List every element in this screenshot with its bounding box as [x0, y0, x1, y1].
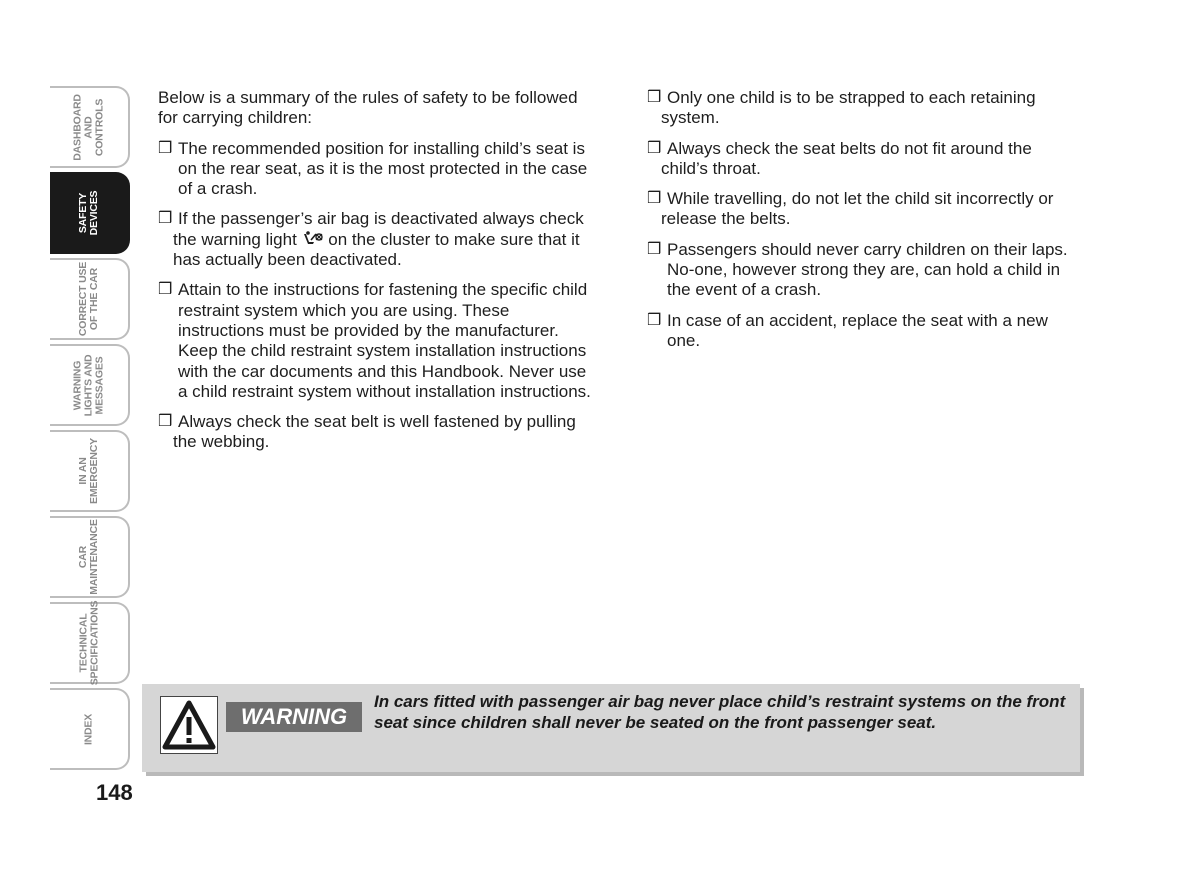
list-item [158, 139, 598, 200]
checkbox-bullet-icon: ❒ [158, 413, 173, 431]
list-item [158, 412, 598, 453]
list-item [647, 139, 1077, 180]
tab-car-maintenance[interactable] [50, 516, 130, 598]
list-item [647, 189, 1077, 230]
tab-label: WARNING LIGHTS AND MESSAGES [71, 354, 106, 416]
warning-box [142, 684, 1080, 772]
checkbox-bullet-icon: ❒ [647, 190, 662, 208]
tab-label: IN AN EMERGENCY [77, 438, 100, 504]
checkbox-bullet-icon: ❒ [647, 240, 662, 258]
list-item-text-before: If the passenger’s air bag is deactivated always check the warning light [173, 209, 584, 249]
tab-in-an-emergency[interactable] [50, 430, 130, 512]
list-item-text: Only one child is to be strapped to each retaining system. [661, 88, 1036, 128]
tab-warning-lights-and-messages[interactable] [50, 344, 130, 426]
tab-label: DASHBOARD AND CONTROLS [71, 93, 106, 161]
right-column [647, 88, 1077, 361]
checkbox-bullet-icon: ❒ [647, 311, 662, 329]
list-item-text-after: on the cluster to make sure that it has actually been deactivated. [173, 229, 580, 270]
list-item-text: Attain to the instructions for fastening the specific child restraint system which you are using. These instructions must be provided by the manufacturer. Keep the child restraint system installation instructions with the car documents and this Handbook. Never use a child restraint system without installation instructions. [178, 280, 591, 401]
tab-safety-devices[interactable] [50, 172, 130, 254]
tab-label: INDEX [82, 713, 95, 745]
checkbox-bullet-icon: ❒ [158, 139, 173, 157]
list-item-text: The recommended position for installing child’s seat is on the rear seat, as it is the most protected in the case of a crash. [178, 138, 588, 199]
list-item-text: In case of an accident, replace the seat with a new one. [667, 310, 1048, 350]
list-item-text: Always check the seat belt is well fastened by pulling the webbing. [173, 412, 576, 452]
list-item-text: Passengers should never carry children on their laps. No-one, however strong they are, can hold a child in the event of a crash. [667, 239, 1068, 300]
airbag-off-warning-light-icon [302, 230, 324, 249]
list-item [158, 280, 598, 402]
tab-label: SAFETY DEVICES [77, 190, 100, 236]
checkbox-bullet-icon: ❒ [647, 89, 662, 106]
tab-label: TECHNICAL SPECIFICATIONS [77, 600, 101, 686]
tab-technical-specifications[interactable] [50, 602, 130, 684]
warning-triangle-icon [160, 696, 218, 754]
tab-label: CAR MAINTENANCE [77, 519, 100, 595]
checkbox-bullet-icon: ❒ [647, 139, 662, 157]
tab-index[interactable] [50, 688, 130, 770]
tab-correct-use-of-the-car[interactable] [50, 258, 130, 340]
list-item [647, 88, 1077, 129]
warning-text: In cars fitted with passenger air bag never place child’s restraint systems on the front seat since children shall never be seated on the front passenger seat. [374, 692, 1066, 732]
list-item-text: Always check the seat belts do not fit around the child’s throat. [661, 138, 1032, 178]
list-item-text: While travelling, do not let the child sit incorrectly or release the belts. [661, 189, 1054, 229]
list-item [647, 311, 1077, 352]
left-column [158, 88, 598, 463]
checkbox-bullet-icon: ❒ [158, 281, 173, 299]
page-number: 148 [96, 780, 133, 805]
tab-label: CORRECT USE OF THE CAR [77, 261, 100, 337]
list-item [647, 240, 1077, 301]
list-item [158, 209, 598, 270]
checkbox-bullet-icon: ❒ [158, 210, 173, 228]
warning-label: WARNING [226, 702, 362, 732]
intro-text: Below is a summary of the rules of safety to be followed for carrying children: [158, 88, 578, 128]
tab-dashboard-and-controls[interactable] [50, 86, 130, 168]
